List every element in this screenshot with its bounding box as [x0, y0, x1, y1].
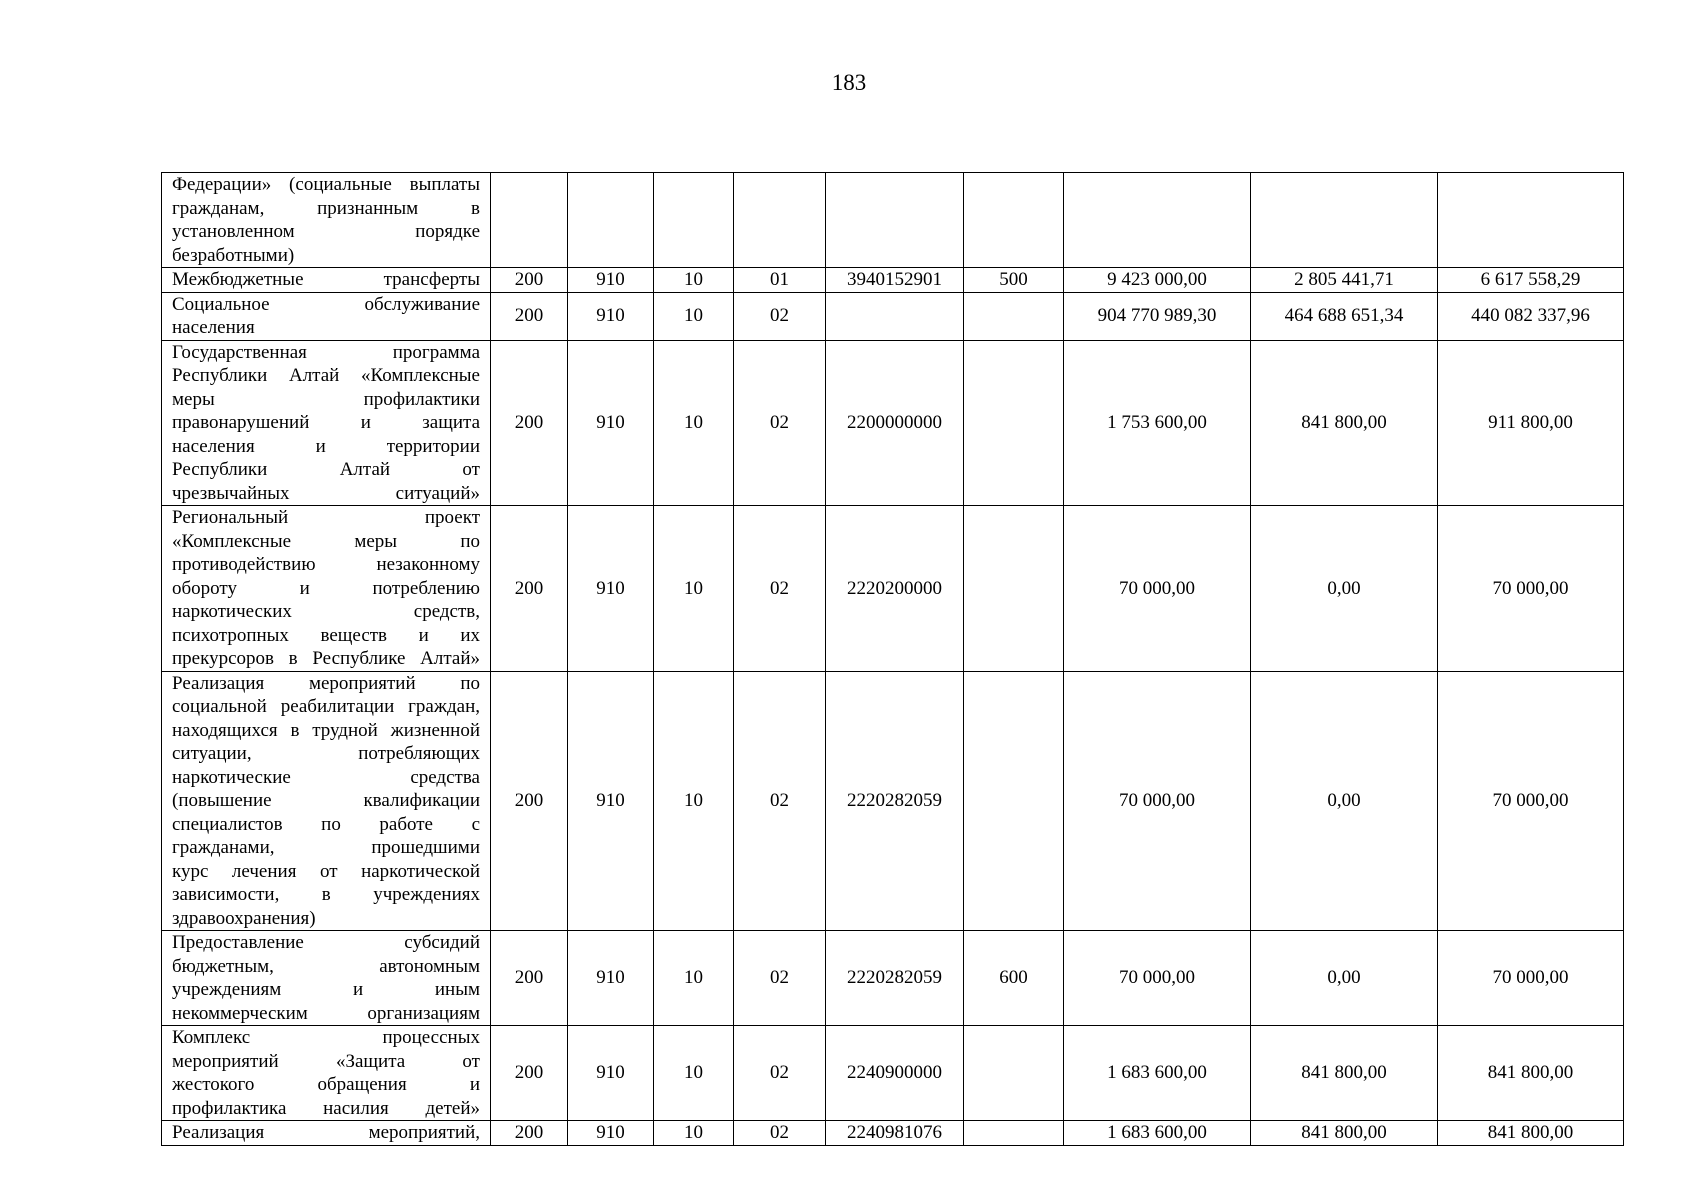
section-cell: 10	[654, 1026, 734, 1121]
row-name-line: здравоохранения)	[172, 907, 316, 929]
target-article-cell	[826, 173, 964, 268]
code-admin-cell: 200	[491, 1026, 568, 1121]
row-name-cell	[162, 292, 491, 340]
subsection-cell: 02	[734, 1121, 826, 1146]
row-name-line: «Комплексные меры по	[172, 530, 480, 552]
row-name-cell	[162, 506, 491, 672]
section-cell	[654, 173, 734, 268]
code-admin-cell: 200	[491, 340, 568, 506]
code-admin-cell: 200	[491, 268, 568, 293]
amount-executed-cell	[1251, 173, 1438, 268]
amount-planned-cell: 70 000,00	[1064, 671, 1251, 931]
amount-planned-cell	[1064, 173, 1251, 268]
row-name-line: зависимости, в учреждениях	[172, 884, 480, 905]
code-ministry-cell: 910	[568, 1026, 654, 1121]
row-name-line: безработными)	[172, 244, 295, 266]
row-name-line: учреждениям и иным	[172, 979, 480, 1000]
row-name-line: противодействию незаконному	[172, 554, 480, 575]
target-article-cell: 2220282059	[826, 671, 964, 931]
row-name-line: Реализация мероприятий по	[172, 672, 480, 694]
code-ministry-cell: 910	[568, 506, 654, 672]
expense-type-cell: 600	[964, 931, 1064, 1026]
code-ministry-cell	[568, 173, 654, 268]
table-row	[162, 671, 1624, 931]
amount-planned-cell: 1 683 600,00	[1064, 1121, 1251, 1146]
amount-remaining-cell: 841 800,00	[1438, 1026, 1624, 1121]
table-row	[162, 268, 1624, 293]
amount-planned-cell: 1 683 600,00	[1064, 1026, 1251, 1121]
amount-remaining-cell: 911 800,00	[1438, 340, 1624, 506]
code-admin-cell: 200	[491, 506, 568, 672]
row-name-line: мероприятий «Защита от	[172, 1050, 480, 1072]
amount-remaining-cell: 841 800,00	[1438, 1121, 1624, 1146]
row-name-line: установленном порядке	[172, 221, 480, 242]
code-admin-cell	[491, 173, 568, 268]
expense-type-cell	[964, 1121, 1064, 1146]
expense-type-cell	[964, 173, 1064, 268]
code-ministry-cell: 910	[568, 292, 654, 340]
target-article-cell: 2240900000	[826, 1026, 964, 1121]
subsection-cell: 02	[734, 671, 826, 931]
row-name-line: Комплекс процессных	[172, 1027, 480, 1048]
code-ministry-cell: 910	[568, 340, 654, 506]
row-name-line: ситуации, потребляющих	[172, 743, 480, 764]
target-article-cell: 2220282059	[826, 931, 964, 1026]
row-name-line: Республики Алтай «Комплексные	[172, 365, 480, 386]
row-name-line: населения и территории	[172, 435, 480, 457]
table-row	[162, 173, 1624, 268]
code-ministry-cell: 910	[568, 1121, 654, 1146]
row-name-line: гражданами, прошедшими	[172, 837, 480, 858]
expense-type-cell	[964, 671, 1064, 931]
row-name-line: обороту и потреблению	[172, 577, 480, 599]
expense-type-cell	[964, 340, 1064, 506]
section-cell: 10	[654, 506, 734, 672]
subsection-cell: 02	[734, 1026, 826, 1121]
expense-type-cell	[964, 292, 1064, 340]
row-name-line: Федерации» (социальные выплаты	[172, 174, 480, 195]
amount-remaining-cell: 6 617 558,29	[1438, 268, 1624, 293]
row-name-line: населения	[172, 317, 255, 338]
amount-planned-cell: 9 423 000,00	[1064, 268, 1251, 293]
table-row	[162, 1026, 1624, 1121]
amount-executed-cell: 0,00	[1251, 931, 1438, 1026]
row-name-line: (повышение квалификации	[172, 790, 480, 811]
row-name-line: прекурсоров в Республике Алтай»	[172, 648, 480, 669]
row-name-line: меры профилактики	[172, 388, 480, 410]
subsection-cell: 02	[734, 340, 826, 506]
expense-type-cell: 500	[964, 268, 1064, 293]
amount-remaining-cell	[1438, 173, 1624, 268]
code-admin-cell: 200	[491, 292, 568, 340]
subsection-cell	[734, 173, 826, 268]
code-admin-cell: 200	[491, 1121, 568, 1146]
row-name-cell	[162, 1026, 491, 1121]
row-name-line: Реализация мероприятий,	[172, 1122, 480, 1143]
row-name-line: социальной реабилитации граждан,	[172, 696, 480, 717]
amount-executed-cell: 841 800,00	[1251, 1026, 1438, 1121]
target-article-cell: 2220200000	[826, 506, 964, 672]
subsection-cell: 02	[734, 506, 826, 672]
row-name-line: правонарушений и защита	[172, 412, 480, 433]
row-name-cell	[162, 173, 491, 268]
row-name-cell	[162, 671, 491, 931]
amount-executed-cell: 0,00	[1251, 671, 1438, 931]
subsection-cell: 02	[734, 292, 826, 340]
code-ministry-cell: 910	[568, 931, 654, 1026]
table-row	[162, 340, 1624, 506]
row-name-line: бюджетным, автономным	[172, 955, 480, 977]
code-ministry-cell: 910	[568, 268, 654, 293]
page-number: 183	[831, 70, 867, 95]
amount-remaining-cell: 70 000,00	[1438, 506, 1624, 672]
row-name-cell	[162, 931, 491, 1026]
section-cell: 10	[654, 340, 734, 506]
amount-executed-cell: 2 805 441,71	[1251, 268, 1438, 293]
amount-executed-cell: 841 800,00	[1251, 340, 1438, 506]
table-row	[162, 506, 1624, 672]
code-admin-cell: 200	[491, 931, 568, 1026]
section-cell: 10	[654, 671, 734, 931]
section-cell: 10	[654, 1121, 734, 1146]
row-name-line: гражданам, признанным в	[172, 197, 480, 219]
section-cell: 10	[654, 268, 734, 293]
row-name-line: некоммерческим организациям	[172, 1002, 480, 1024]
row-name-cell	[162, 268, 491, 293]
section-cell: 10	[654, 931, 734, 1026]
row-name-line: чрезвычайных ситуаций»	[172, 482, 480, 504]
amount-executed-cell: 841 800,00	[1251, 1121, 1438, 1146]
amount-executed-cell: 464 688 651,34	[1251, 292, 1438, 340]
amount-planned-cell: 1 753 600,00	[1064, 340, 1251, 506]
subsection-cell: 02	[734, 931, 826, 1026]
row-name-cell	[162, 340, 491, 506]
expense-type-cell	[964, 1026, 1064, 1121]
row-name-line: Предоставление субсидий	[172, 932, 480, 953]
amount-remaining-cell: 70 000,00	[1438, 671, 1624, 931]
row-name-line: Социальное обслуживание	[172, 293, 480, 315]
amount-remaining-cell: 440 082 337,96	[1438, 292, 1624, 340]
row-name-line: Региональный проект	[172, 507, 480, 528]
row-name-line: профилактика насилия детей»	[172, 1097, 480, 1119]
amount-planned-cell: 70 000,00	[1064, 506, 1251, 672]
row-name-line: наркотических средств,	[172, 601, 480, 622]
row-name-line: жестокого обращения и	[172, 1074, 480, 1095]
target-article-cell	[826, 292, 964, 340]
table-row	[162, 1121, 1624, 1146]
target-article-cell: 3940152901	[826, 268, 964, 293]
subsection-cell: 01	[734, 268, 826, 293]
row-name-cell	[162, 1121, 491, 1146]
row-name-line: Межбюджетные трансферты	[172, 269, 480, 290]
amount-executed-cell: 0,00	[1251, 506, 1438, 672]
code-ministry-cell: 910	[568, 671, 654, 931]
row-name-line: специалистов по работе с	[172, 813, 480, 835]
target-article-cell: 2200000000	[826, 340, 964, 506]
table-row	[162, 931, 1624, 1026]
row-name-line: курс лечения от наркотической	[172, 860, 480, 882]
amount-remaining-cell: 70 000,00	[1438, 931, 1624, 1026]
amount-planned-cell: 904 770 989,30	[1064, 292, 1251, 340]
row-name-line: Государственная программа	[172, 341, 480, 363]
expense-type-cell	[964, 506, 1064, 672]
section-cell: 10	[654, 292, 734, 340]
row-name-line: находящихся в трудной жизненной	[172, 719, 480, 741]
code-admin-cell: 200	[491, 671, 568, 931]
row-name-line: психотропных веществ и их	[172, 624, 480, 646]
row-name-line: Республики Алтай от	[172, 459, 480, 480]
table-row	[162, 292, 1624, 340]
table-body	[162, 173, 1624, 1146]
amount-planned-cell: 70 000,00	[1064, 931, 1251, 1026]
budget-table	[161, 172, 1624, 1146]
target-article-cell: 2240981076	[826, 1121, 964, 1146]
row-name-line: наркотические средства	[172, 766, 480, 788]
